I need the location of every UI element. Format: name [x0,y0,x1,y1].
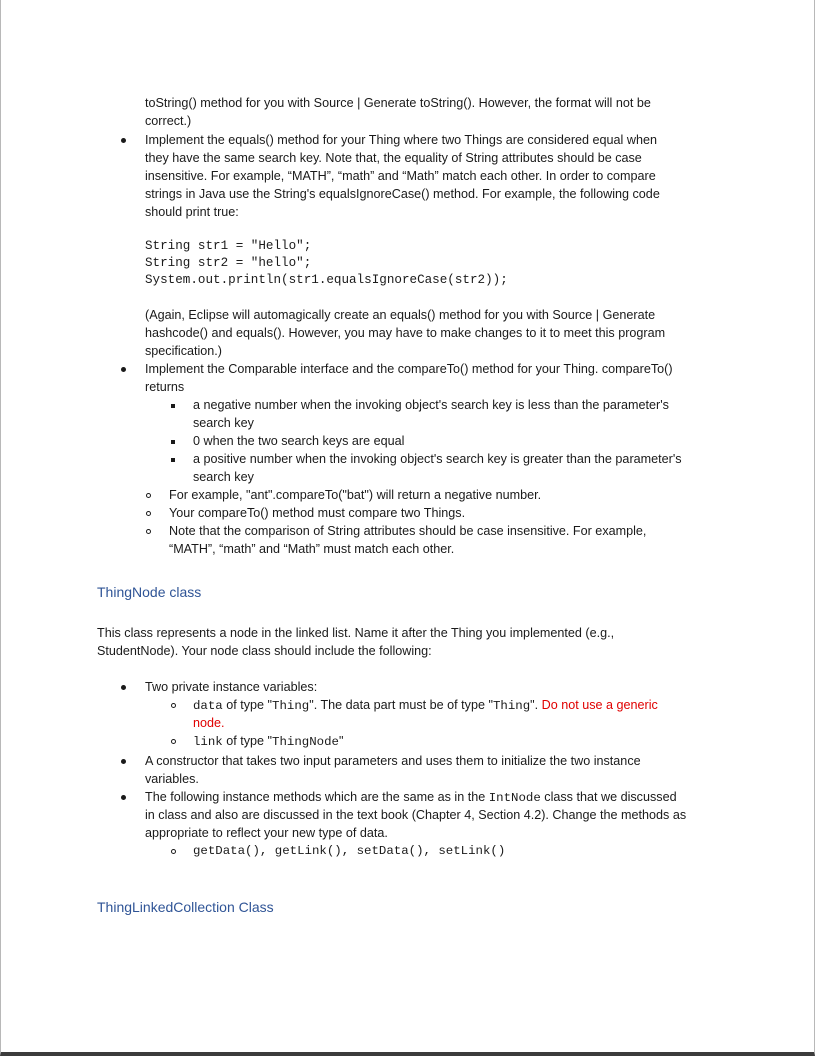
list-item-line: strings in Java use the String's equalsIgnoreCase() method. For example, the following code [145,187,660,201]
circle-bullet-icon [146,511,151,516]
list-item-line: A constructor that takes two input parameters and uses them to initialize the two instance [145,754,641,768]
text-span: " [338,734,344,748]
bullet-icon [121,795,126,800]
paragraph-line: This class represents a node in the linked list. Name it after the Thing you implemented (e.g., [97,626,615,640]
paragraph-line: hashcode() and equals(). However, you may have to make changes to it to meet this program [145,326,666,340]
text-span: of type " [222,734,273,748]
list-item-line: in class and also are discussed in the text book (Chapter 4, Section 4.2). Change the methods as [145,808,687,822]
list-item-line: For example, "ant".compareTo("bat") will return a negative number. [169,488,542,502]
list-item-line: Implement the Comparable interface and the compareTo() method for your Thing. compareTo() [145,362,673,376]
list-item-line: Note that the comparison of String attributes should be case insensitive. For example, [169,524,647,538]
list-item-line: appropriate to reflect your new type of data. [145,826,388,840]
circle-bullet-icon [146,529,151,534]
circle-bullet-icon [171,703,176,708]
list-item-line: they have the same search key. Note that, the equality of String attributes should be case [145,151,642,165]
list-item-line [145,788,677,807]
text-span: of type " [222,698,273,712]
text-span: ". [530,698,542,712]
square-bullet-icon [171,440,175,444]
list-item-line: “MATH”, “math” and “Math” must match each other. [169,542,455,556]
list-item-line: insensitive. For example, “MATH”, “math” and “Math” match each other. In order to compare [145,169,656,183]
inline-code: Thing [492,699,531,713]
list-item-line: should print true: [145,205,239,219]
list-item-line [193,732,343,751]
inline-code: ThingNode [272,735,339,749]
square-bullet-icon [171,404,175,408]
text-span: The following instance methods which are the same as in the [145,790,489,804]
list-item-line: a negative number when the invoking object's search key is less than the parameter's [193,398,669,412]
code-line: String str1 = "Hello"; [145,239,312,253]
warning-text: node. [193,716,225,730]
list-item-line: 0 when the two search keys are equal [193,434,405,448]
inline-code: getData(), getLink(), setData(), setLink() [193,844,506,858]
list-item-line: search key [193,416,254,430]
paragraph-line: toString() method for you with Source | Generate toString(). However, the format will not be [145,96,651,110]
section-heading: ThingNode class [97,584,202,600]
text-span: class that we discussed [540,790,677,804]
code-line: String str2 = "hello"; [145,256,312,270]
bullet-icon [121,685,126,690]
circle-bullet-icon [171,739,176,744]
inline-code: IntNode [488,791,541,805]
list-item-line: variables. [145,772,199,786]
circle-bullet-icon [146,493,151,498]
list-item-line: Implement the equals() method for your Thing where two Things are considered equal when [145,133,657,147]
list-item-line: search key [193,470,254,484]
circle-bullet-icon [171,849,176,854]
square-bullet-icon [171,458,175,462]
list-item-line: returns [145,380,185,394]
inline-code: data [193,699,223,713]
bullet-icon [121,759,126,764]
paragraph-line: (Again, Eclipse will automagically create an equals() method for you with Source | Generate [145,308,656,322]
bullet-icon [121,367,126,372]
text-span: ". The data part must be of type " [309,698,493,712]
warning-text: Do not use a generic [541,698,658,712]
list-item-line: Two private instance variables: [145,680,318,694]
list-item-line: a positive number when the invoking object's search key is greater than the parameter's [193,452,682,466]
code-line: System.out.println(str1.equalsIgnoreCase(str2)); [145,273,508,287]
inline-code: Thing [272,699,310,713]
list-item-line: Your compareTo() method must compare two Things. [169,506,466,520]
paragraph-line: correct.) [145,114,192,128]
paragraph-line: StudentNode). Your node class should include the following: [97,644,432,658]
section-heading: ThingLinkedCollection Class [97,899,274,915]
bullet-icon [121,138,126,143]
inline-code: link [193,735,223,749]
paragraph-line: specification.) [145,344,222,358]
list-item-line [193,696,658,715]
